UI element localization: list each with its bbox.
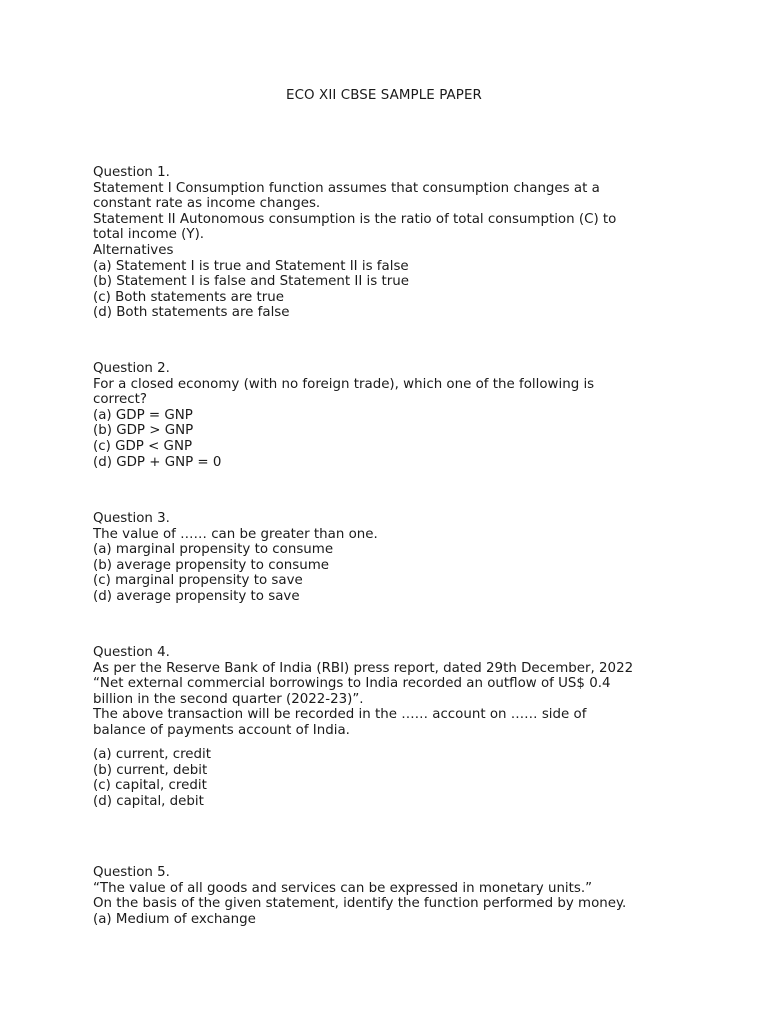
question-text-line: billion in the second quarter (2022-23)”. — [93, 691, 364, 707]
question-text-line: For a closed economy (with no foreign trade), which one of the following is — [93, 376, 595, 392]
question-text-line: “The value of all goods and services can be expressed in monetary units.” — [93, 880, 593, 896]
question-block — [93, 865, 693, 927]
question-block — [93, 361, 693, 470]
answer-option: (b) current, debit — [93, 762, 208, 778]
answer-option: (d) Both statements are false — [93, 305, 290, 321]
answer-option: (a) Statement I is true and Statement II is false — [93, 258, 409, 274]
question-heading: Question 5. — [93, 865, 170, 880]
question-block — [93, 511, 693, 605]
question-text-line: constant rate as income changes. — [93, 196, 321, 212]
answer-option: (b) Statement I is false and Statement II is true — [93, 274, 409, 290]
answer-option: (a) marginal propensity to consume — [93, 542, 334, 558]
question-heading: Question 4. — [93, 645, 170, 660]
document-title: ECO XII CBSE SAMPLE PAPER — [286, 88, 482, 103]
answer-option: (a) current, credit — [93, 747, 212, 763]
question-text-line: Alternatives — [93, 242, 174, 258]
question-text-line: balance of payments account of India. — [93, 722, 350, 738]
question-heading: Question 2. — [93, 361, 170, 376]
answer-option: (d) capital, debit — [93, 793, 204, 809]
answer-option: (c) Both statements are true — [93, 289, 285, 305]
answer-option: (a) GDP = GNP — [93, 407, 193, 423]
answer-option: (b) GDP > GNP — [93, 423, 194, 439]
question-text-line: “Net external commercial borrowings to India recorded an outflow of US$ 0.4 — [93, 676, 611, 692]
paragraph-spacer — [93, 739, 693, 748]
answer-option: (b) average propensity to consume — [93, 557, 330, 573]
answer-option: (c) capital, credit — [93, 778, 207, 794]
answer-option: (c) marginal propensity to save — [93, 573, 303, 589]
answer-option: (d) GDP + GNP = 0 — [93, 454, 222, 470]
question-block — [93, 165, 693, 321]
answer-option: (c) GDP < GNP — [93, 438, 193, 454]
question-text-line: Statement II Autonomous consumption is the ratio of total consumption (C) to — [93, 211, 617, 227]
question-text-line: On the basis of the given statement, identify the function performed by money. — [93, 896, 627, 912]
answer-option: (a) Medium of exchange — [93, 911, 256, 927]
question-heading: Question 3. — [93, 511, 170, 526]
answer-option: (d) average propensity to save — [93, 588, 300, 604]
question-text-line: As per the Reserve Bank of India (RBI) press report, dated 29th December, 2022 — [93, 660, 634, 676]
question-block — [93, 645, 693, 809]
question-text-line: correct? — [93, 392, 147, 408]
question-text-line: The above transaction will be recorded in the …… account on …… side of — [93, 707, 587, 723]
question-text-line: The value of …… can be greater than one. — [93, 526, 378, 542]
question-text-line: total income (Y). — [93, 227, 205, 243]
question-text-line: Statement I Consumption function assumes that consumption changes at a — [93, 180, 600, 196]
question-heading: Question 1. — [93, 165, 170, 180]
